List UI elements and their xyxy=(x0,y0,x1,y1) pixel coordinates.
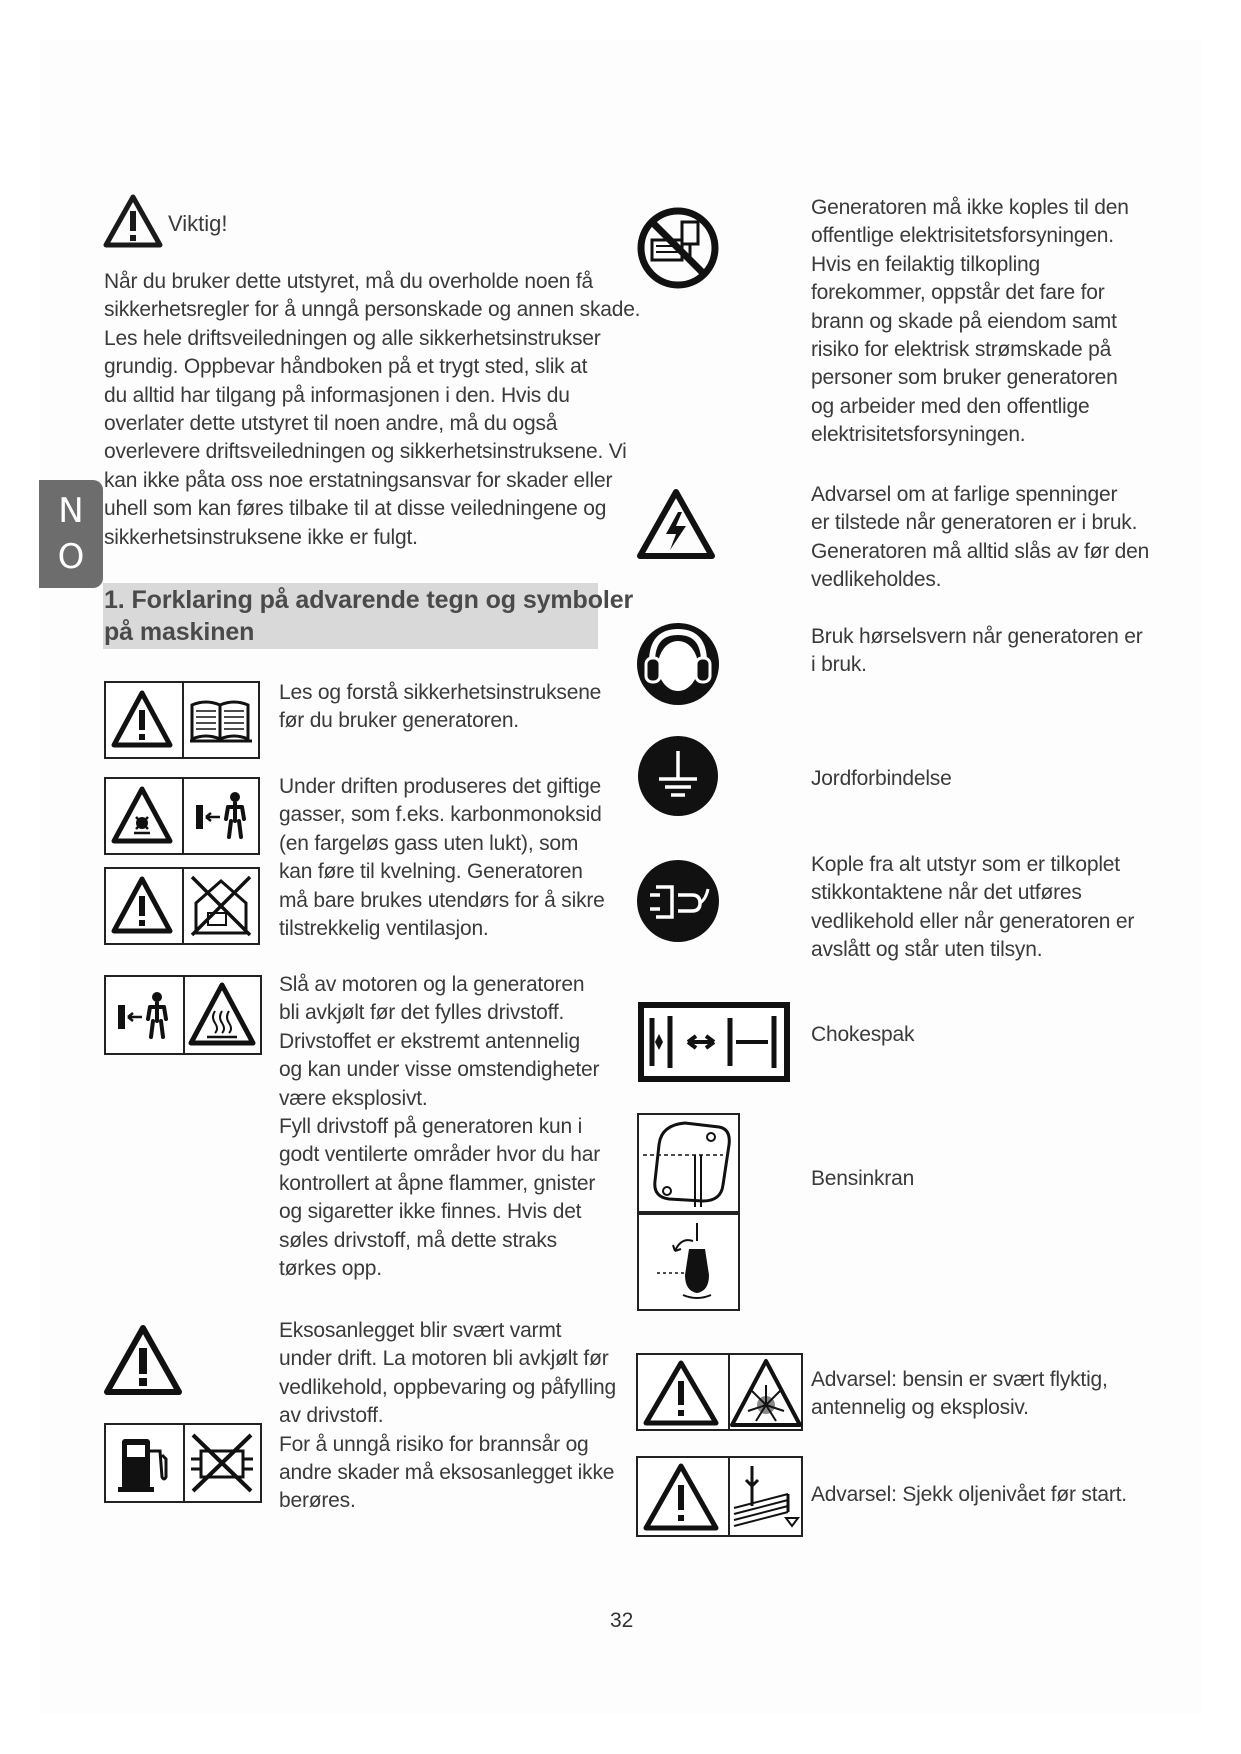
warning-triangle-icon xyxy=(104,1324,182,1396)
description-line: gasser, som f.eks. karbonmonoksid xyxy=(279,803,602,827)
description-line: Les og forstå sikkerhetsinstruksene xyxy=(279,681,602,704)
description-line: før du bruker generatoren. xyxy=(279,709,519,733)
description-line: Slå av motoren og la generatoren xyxy=(279,973,585,996)
intro-line: grundig. Oppbevar håndboken på et trygt sted, slik at xyxy=(104,355,588,379)
ear-protection-icon xyxy=(636,622,720,706)
symbol-read-manual xyxy=(104,681,260,759)
description-line: vedlikehold eller når generatoren er xyxy=(811,909,1135,933)
description-line: bli avkjølt før det fylles drivstoff. xyxy=(279,1001,565,1025)
description-line: Fyll drivstoff på generatoren kun i xyxy=(279,1115,583,1139)
intro-line: Når du bruker dette utstyret, må du overholde noen få xyxy=(104,270,594,293)
symbol-description xyxy=(279,679,602,736)
toxic-gas-warning-icon xyxy=(106,779,178,853)
section-heading xyxy=(103,583,634,649)
symbol-exhaust-hot xyxy=(104,1423,262,1503)
intro-paragraph xyxy=(104,268,641,552)
disconnect-plug-icon xyxy=(636,859,720,943)
description-line: Under driften produseres det giftige xyxy=(279,775,601,798)
description-line: Advarsel om at farlige spenninger xyxy=(811,483,1118,506)
description-line: andre skader må eksosanlegget ikke xyxy=(279,1461,615,1485)
description-line: Kople fra alt utstyr som er tilkoplet xyxy=(811,853,1120,876)
symbol-description xyxy=(279,1317,617,1516)
symbol-description xyxy=(279,971,599,1283)
page-number: 32 xyxy=(610,1609,634,1632)
description-line: For å unngå risiko for brannsår og xyxy=(279,1432,589,1456)
symbol-description xyxy=(811,1366,1171,1423)
choke-lever-icon xyxy=(638,1002,790,1082)
intro-line: Les hele driftsveiledningen og alle sikkerhetsinstrukser xyxy=(104,326,601,350)
description-line: Chokespak xyxy=(811,1023,915,1046)
language-tab-letter: N xyxy=(58,491,84,531)
description-line: og kan under visse omstendigheter xyxy=(279,1058,600,1082)
symbol-description xyxy=(811,1021,1171,1049)
description-line: tilstrekkelig ventilasjon. xyxy=(279,917,489,941)
symbol-description xyxy=(811,1481,1171,1509)
description-line: Hvis en feilaktig tilkopling xyxy=(811,252,1041,276)
symbol-description xyxy=(811,1165,1171,1193)
fuel-valve-closed-icon xyxy=(637,1213,740,1311)
fuel-pump-icon xyxy=(106,1425,180,1501)
no-grid-connection-icon xyxy=(636,206,720,290)
oil-dipstick-icon xyxy=(730,1458,802,1535)
symbol-hot-surface xyxy=(104,975,262,1055)
intro-line: overlevere driftsveiledningen og sikkerhetsinstruksene. Vi xyxy=(104,440,627,464)
intro-line: sikkerhetsinstruksene ikke er fulgt. xyxy=(104,525,418,549)
symbol-description xyxy=(811,623,1171,680)
intro-line: du alltid har tilgang på informasjonen i den. Hvis du xyxy=(104,383,570,407)
warning-triangle-icon xyxy=(106,683,178,757)
description-line: Eksosanlegget blir svært varmt xyxy=(279,1319,562,1342)
warning-triangle-icon xyxy=(106,869,178,943)
person-exit-icon xyxy=(184,779,258,853)
description-line: avslått og står uten tilsyn. xyxy=(811,938,1043,962)
description-line: personer som bruker generatoren xyxy=(811,366,1118,390)
warning-triangle-icon xyxy=(103,194,163,248)
symbol-flammable-explosive xyxy=(636,1353,803,1431)
symbol-description xyxy=(279,773,605,943)
description-line: er tilstede når generatoren er i bruk. xyxy=(811,511,1138,535)
description-line: antennelig og eksplosiv. xyxy=(811,1396,1029,1420)
description-line: søles drivstoff, må dette straks xyxy=(279,1228,557,1252)
symbol-description xyxy=(811,481,1171,595)
hot-surface-warning-icon xyxy=(185,977,259,1053)
description-line: vedlikeholdes. xyxy=(811,568,942,592)
description-line: Advarsel: Sjekk oljenivået før start. xyxy=(811,1483,1127,1506)
description-line: Generatoren må ikke koples til den xyxy=(811,196,1129,219)
intro-line: sikkerhetsregler for å unngå personskade og annen skade. xyxy=(104,298,641,322)
description-line: og sigaretter ikke finnes. Hvis det xyxy=(279,1200,582,1224)
description-line: i bruk. xyxy=(811,653,867,677)
description-line: berøres. xyxy=(279,1489,356,1513)
intro-line: uhell som kan føres tilbake til at disse veiledningene og xyxy=(104,497,607,521)
intro-line: overlater dette utstyret til noen andre, må du også xyxy=(104,412,558,436)
important-label: Viktig! xyxy=(168,211,228,236)
description-line: Drivstoffet er ekstremt antennelig xyxy=(279,1029,580,1053)
description-line: vedlikehold, oppbevaring og påfylling xyxy=(279,1375,617,1399)
description-line: og arbeider med den offentlige xyxy=(811,394,1090,418)
section-title-line: 1. Forklaring på advarende tegn og symboler xyxy=(104,586,634,614)
description-line: stikkontaktene når det utføres xyxy=(811,881,1082,905)
section-title-line: på maskinen xyxy=(104,618,255,646)
symbol-toxic-gas xyxy=(104,777,260,855)
language-tab-letter: O xyxy=(57,537,85,577)
fuel-valve-open-icon xyxy=(637,1113,740,1213)
description-line: Jordforbindelse xyxy=(811,767,952,790)
symbol-description xyxy=(811,851,1171,965)
symbol-outdoor-only xyxy=(104,867,260,945)
description-line: tørkes opp. xyxy=(279,1257,382,1281)
no-exhaust-contact-icon xyxy=(185,1425,259,1501)
book-icon xyxy=(184,683,258,757)
description-line: godt ventilerte områder hvor du har xyxy=(279,1143,601,1167)
description-line: elektrisitetsforsyningen. xyxy=(811,423,1026,447)
description-line: offentlige elektrisitetsforsyningen. xyxy=(811,224,1114,248)
symbol-check-oil xyxy=(636,1456,803,1537)
intro-line: kan ikke påta oss noe erstatningsansvar for skader eller xyxy=(104,468,613,492)
high-voltage-warning-icon xyxy=(636,488,716,560)
description-line: under drift. La motoren bli avkjølt før xyxy=(279,1347,609,1371)
description-line: kan føre til kvelning. Generatoren xyxy=(279,860,583,884)
description-line: Generatoren må alltid slås av før den xyxy=(811,539,1150,563)
description-line: være eksplosivt. xyxy=(279,1086,428,1110)
description-line: Advarsel: bensin er svært flyktig, xyxy=(811,1368,1108,1391)
ground-icon xyxy=(637,735,719,817)
no-indoor-use-icon xyxy=(184,869,258,943)
symbol-description xyxy=(811,194,1171,450)
description-line: forekommer, oppstår det fare for xyxy=(811,281,1105,305)
description-line: brann og skade på eiendom samt xyxy=(811,309,1117,333)
person-exit-icon xyxy=(106,977,180,1053)
description-line: Bensinkran xyxy=(811,1167,915,1190)
description-line: må bare brukes utendørs for å sikre xyxy=(279,888,605,912)
symbol-description xyxy=(811,765,1171,793)
description-line: kontrollert at åpne flammer, gnister xyxy=(279,1171,596,1195)
warning-triangle-icon xyxy=(638,1458,724,1535)
description-line: Bruk hørselsvern når generatoren er xyxy=(811,625,1143,648)
warning-triangle-icon xyxy=(638,1355,724,1429)
description-line: av drivstoff. xyxy=(279,1404,384,1428)
explosive-warning-icon xyxy=(730,1355,802,1429)
description-line: risiko for elektrisk strømskade på xyxy=(811,338,1112,362)
description-line: (en fargeløs gass uten lukt), som xyxy=(279,831,579,855)
language-tab xyxy=(39,480,103,588)
